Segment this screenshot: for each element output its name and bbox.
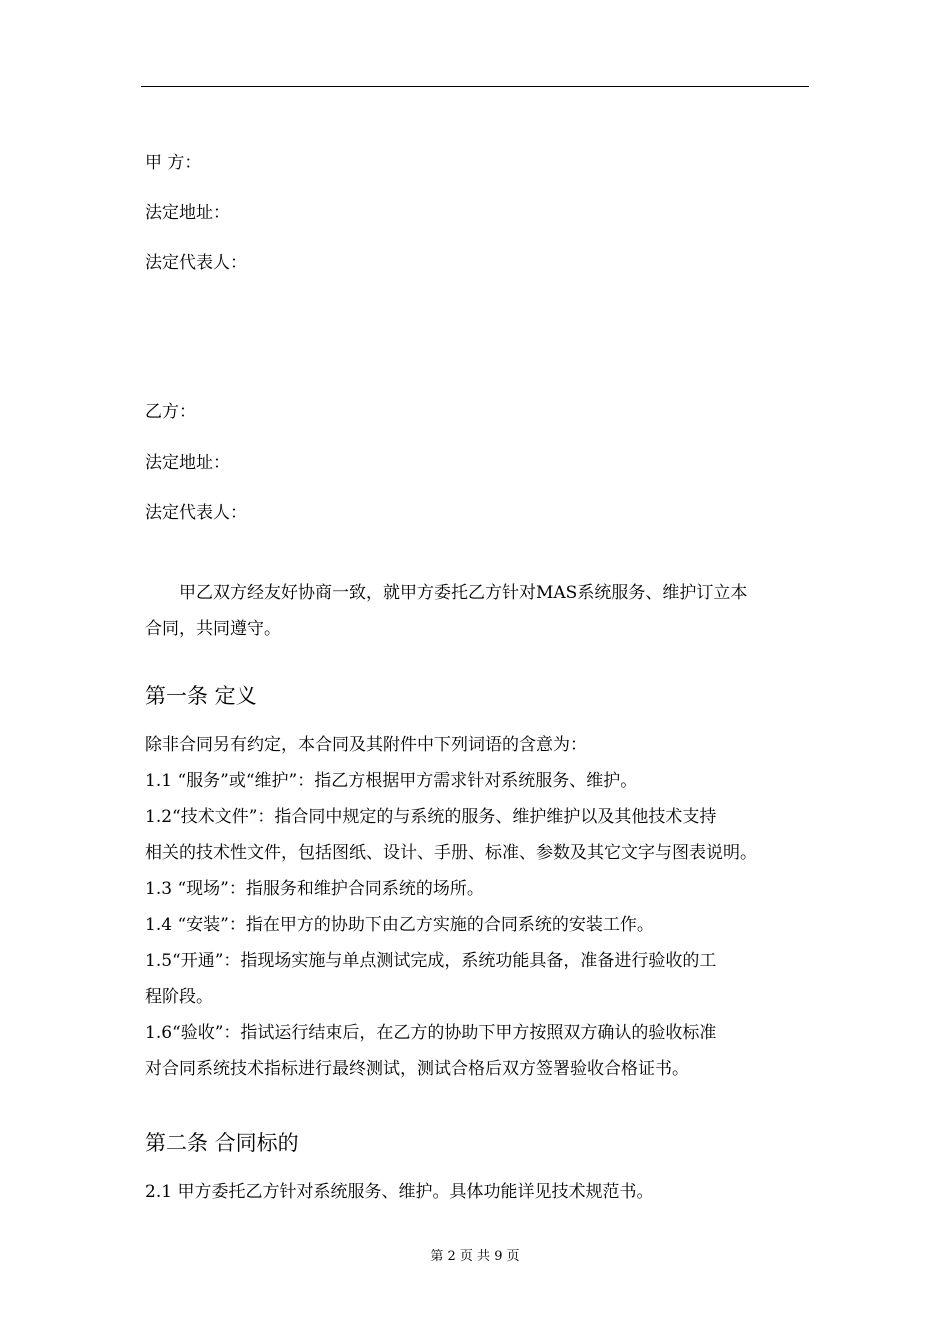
list-item: 程阶段。 xyxy=(145,987,213,1007)
list-item: 1.6“验收”：指试运行结束后，在乙方的协助下甲方按照双方确认的验收标准 xyxy=(145,1023,717,1043)
article-1-heading: 第一条 定义 xyxy=(145,684,257,708)
party-a-representative-label: 法定代表人： xyxy=(145,253,247,273)
intro-line: 合同，共同遵守。 xyxy=(145,619,281,639)
party-a-label: 甲 方： xyxy=(145,153,202,173)
article-1-intro: 除非合同另有约定，本合同及其附件中下列词语的含意为： xyxy=(145,735,587,755)
list-item: 2.1 甲方委托乙方针对系统服务、维护。具体功能详见技术规范书。 xyxy=(145,1182,654,1202)
list-item: 1.3 “现场”：指服务和维护合同系统的场所。 xyxy=(145,879,484,899)
party-b-address-label: 法定地址： xyxy=(145,453,230,473)
header-rule xyxy=(141,86,809,87)
party-b-representative-label: 法定代表人： xyxy=(145,503,247,523)
party-b-label: 乙方： xyxy=(145,402,196,422)
article-1-body xyxy=(145,735,810,1095)
list-item: 对合同系统技术指标进行最终测试，测试合格后双方签署验收合格证书。 xyxy=(145,1059,689,1079)
intro-paragraph xyxy=(145,583,810,655)
list-item: 1.5“开通”：指现场实施与单点测试完成，系统功能具备，准备进行验收的工 xyxy=(145,951,717,971)
page-number: 第 2 页 共 9 页 xyxy=(430,1249,520,1264)
list-item: 1.1 “服务”或“维护”：指乙方根据甲方需求针对系统服务、维护。 xyxy=(145,771,638,791)
list-item: 相关的技术性文件，包括图纸、设计、手册、标准、参数及其它文字与图表说明。 xyxy=(145,843,757,863)
intro-line: 甲乙双方经友好协商一致，就甲方委托乙方针对MAS系统服务、维护订立本 xyxy=(179,583,748,603)
list-item: 1.4 “安装”：指在甲方的协助下由乙方实施的合同系统的安装工作。 xyxy=(145,915,654,935)
list-item: 1.2“技术文件”：指合同中规定的与系统的服务、维护维护以及其他技术支持 xyxy=(145,807,717,827)
party-a-address-label: 法定地址： xyxy=(145,203,230,223)
article-2-body xyxy=(145,1182,810,1218)
article-2-heading: 第二条 合同标的 xyxy=(145,1131,299,1155)
